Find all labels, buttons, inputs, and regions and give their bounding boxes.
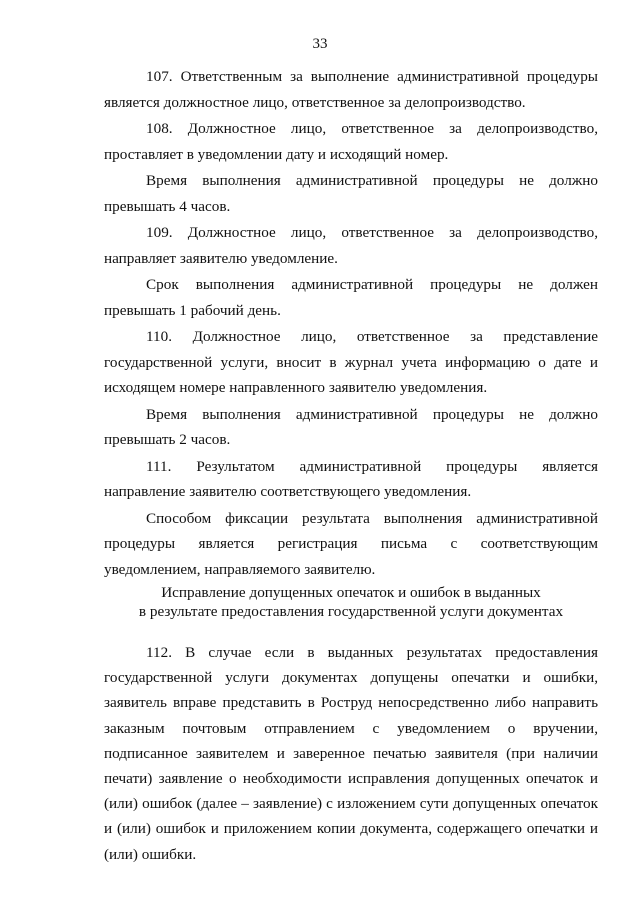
paragraph-108-time: Время выполнения административной процедуры не должно превышать 4 часов. <box>104 172 598 215</box>
paragraph-111: 111. Результатом административной процедуры является направление заявителю соответствующего уведомления. <box>104 457 598 500</box>
document-body <box>104 64 598 868</box>
paragraph-109-time: Срок выполнения административной процедуры не должен превышать 1 рабочий день. <box>104 276 598 319</box>
paragraph-110: 110. Должностное лицо, ответственное за представление государственной услуги, вносит в журнал учета информацию о дате и исходящем номере направленного заявителю уведомления. <box>104 328 598 396</box>
paragraph-111-fixation: Способом фиксации результата выполнения административной процедуры является регистрация письма с соответствующим уведомлением, направляемого заявителю. <box>104 509 598 578</box>
paragraph-107: 107. Ответственным за выполнение административной процедуры является должностное лицо, ответственное за делопроизводство. <box>104 68 598 111</box>
page-number: 33 <box>312 36 328 52</box>
section-heading <box>104 583 598 621</box>
section-heading-line-1: Исправление допущенных опечаток и ошибок в выданных <box>161 584 541 601</box>
paragraph-112: 112. В случае если в выданных результатах предоставления государственной услуги документах допущены опечатки и ошибки, заявитель вправе представить в Роструд непосредственно либо направить заказным почтовым отправлением с уведомлением о вручении, подписанное заявителем и заверенное печатью заявителя (при наличии печати) заявление о необходимости исправления допущенных опечаток и (или) ошибок (далее – заявление) с изложением сути допущенных опечаток и (или) ошибок и приложением копии документа, содержащего опечатки и (или) ошибки. <box>104 644 598 863</box>
paragraph-109: 109. Должностное лицо, ответственное за делопроизводство, направляет заявителю уведомление. <box>104 224 598 267</box>
paragraph-108: 108. Должностное лицо, ответственное за делопроизводство, проставляет в уведомлении дату и исходящий номер. <box>104 120 598 163</box>
paragraph-110-time: Время выполнения административной процедуры не должно превышать 2 часов. <box>104 405 598 448</box>
section-heading-line-2: в результате предоставления государственной услуги документах <box>138 603 564 620</box>
